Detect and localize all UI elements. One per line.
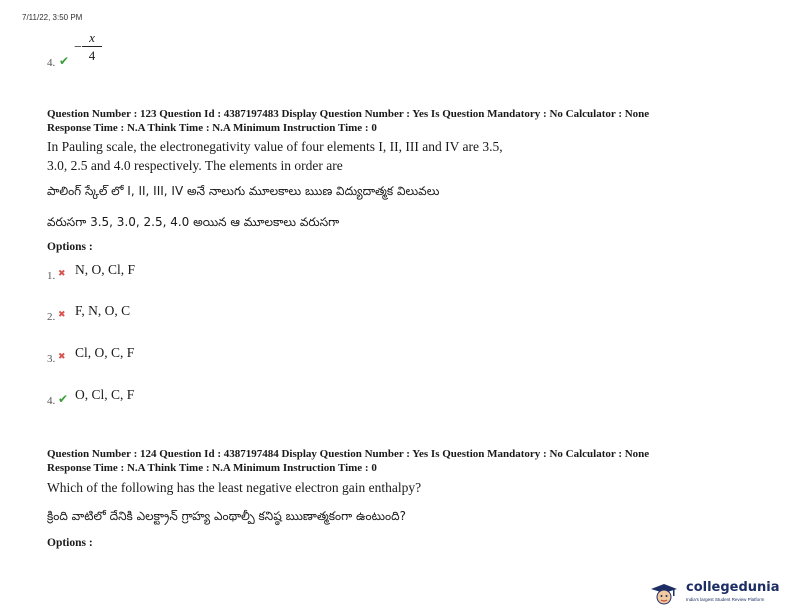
option-number: 4. <box>47 395 56 407</box>
fraction-bar <box>82 46 102 47</box>
q124-options-label: Options : <box>47 537 93 549</box>
logo-brand: collegedunia <box>686 580 780 595</box>
q124-meta <box>47 447 649 475</box>
cross-icon: ✖ <box>58 310 66 320</box>
cross-icon: ✖ <box>58 352 66 362</box>
option-text: N, O, Cl, F <box>75 262 136 277</box>
q123-meta-line2: Response Time : N.A Think Time : N.A Minimum Instruction Time : 0 <box>47 122 377 134</box>
timestamp: 7/11/22, 3:50 PM <box>22 13 83 22</box>
fraction-denominator: 4 <box>88 48 96 63</box>
q123-question-telugu-line2: వరుసగా 3.5, 3.0, 2.5, 4.0 అయిన ఆ మూలకాలు వరుసగా <box>47 215 340 229</box>
option-number: 1. <box>47 270 56 282</box>
student-mascot-icon <box>649 582 679 606</box>
logo-tagline: India's largest Student Review Platform <box>686 597 765 602</box>
check-icon: ✔ <box>58 392 69 406</box>
check-icon: ✔ <box>59 54 70 68</box>
option-number: 3. <box>47 353 56 365</box>
q123-meta <box>47 107 649 135</box>
cross-icon: ✖ <box>58 269 66 279</box>
fraction-sign: − <box>74 40 82 55</box>
q123-question-telugu-line1: పాలింగ్ స్కేల్ లో I, II, III, IV అనే నాలుగు మూలకాలు ఋణ విద్యుదాత్మక విలువలు <box>47 184 440 198</box>
q123-question-line2: 3.0, 2.5 and 4.0 respectively. The elements in order are <box>47 158 343 173</box>
option-text: O, Cl, C, F <box>75 387 135 402</box>
q123-question-text-english <box>47 137 503 175</box>
prev-option-fraction <box>74 30 104 63</box>
q123-options-label: Options : <box>47 241 93 253</box>
prev-option-number: 4. <box>47 57 56 69</box>
option-text: F, N, O, C <box>75 303 131 318</box>
option-text: Cl, O, C, F <box>75 345 135 360</box>
q123-meta-line1: Question Number : 123 Question Id : 4387197483 Display Question Number : Yes Is Question Mandatory : No Calculator : None <box>47 108 650 120</box>
q124-question-text-english: Which of the following has the least negative electron gain enthalpy? <box>47 480 422 495</box>
option-number: 2. <box>47 311 56 323</box>
q123-question-line1: In Pauling scale, the electronegativity value of four elements I, II, III and IV are 3.5, <box>47 139 503 154</box>
q124-meta-line1: Question Number : 124 Question Id : 4387197484 Display Question Number : Yes Is Question Mandatory : No Calculator : None <box>47 448 650 460</box>
q124-meta-line2: Response Time : N.A Think Time : N.A Minimum Instruction Time : 0 <box>47 462 377 474</box>
q124-question-text-telugu: క్రింది వాటిలో దేనికి ఎలక్ట్రాన్ గ్రాహ్య ఎంథాల్పీ కనిష్ఠ ఋణాత్మకంగా ఉంటుంది? <box>47 509 406 523</box>
fraction-numerator: x <box>89 30 95 45</box>
